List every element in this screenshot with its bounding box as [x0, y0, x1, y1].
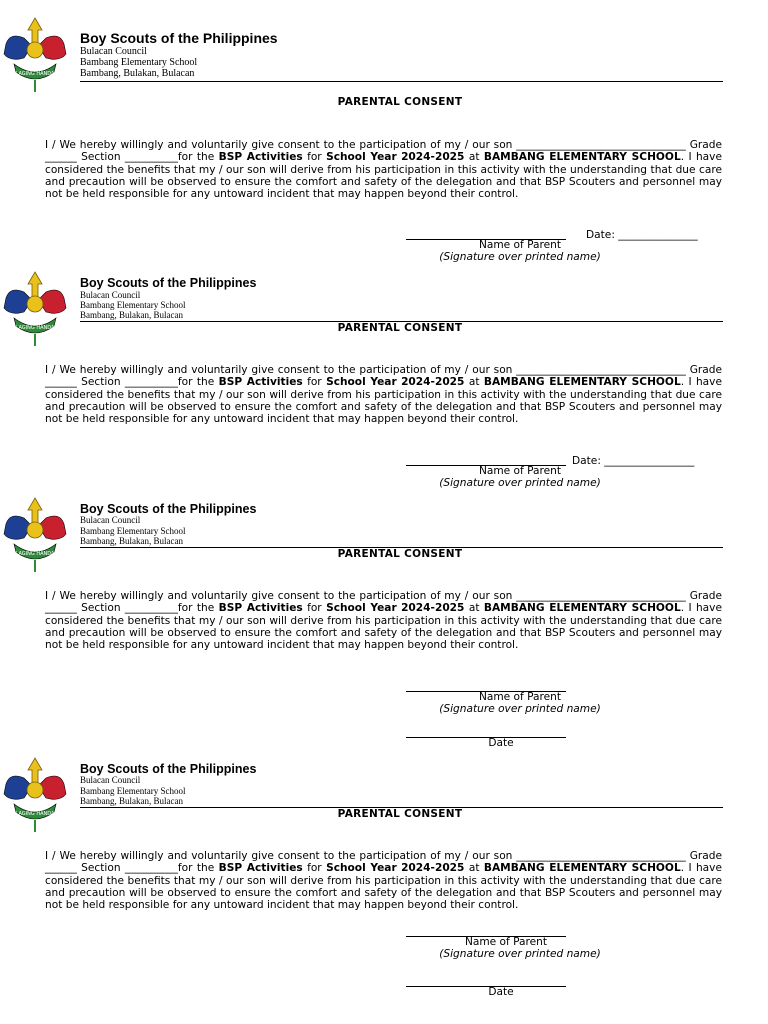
consent-body: I / We hereby willingly and voluntarily give consent to the participation of my / our son ________________________________ Grade ______ Section __________for the BSP Activities for School Year 2024-2025 at BAMBANG ELEMENTARY SCHOOL. I have considered the benefits that my / our son will derive from his participation in this activity with the understanding that due care and precaution will be observed to ensure the comfort and safety of the delegation and that BSP Scouters and personnel may not be held responsible for any untoward incident that may happen beyond their control.: [45, 364, 722, 426]
logo-motto: LAGING HANDA: [15, 811, 55, 817]
name-of-parent-label: Name of Parent: [478, 239, 562, 251]
name-of-parent-label: Name of Parent: [478, 691, 562, 703]
bsp-logo-icon: [0, 494, 70, 574]
org-title: Boy Scouts of the Philippines: [80, 276, 257, 290]
consent-body: I / We hereby willingly and voluntarily give consent to the participation of my / our son ________________________________ Grade ______ Section __________for the BSP Activities for School Year 2024-2025 at BAMBANG ELEMENTARY SCHOOL. I have considered the benefits that my / our son will derive from his participation in this activity with the understanding that due care and precaution will be observed to ensure the comfort and safety of the delegation and that BSP Scouters and personnel may not be held responsible for any untoward incident that may happen beyond their control.: [45, 590, 722, 652]
council-line: Bulacan Council: [80, 46, 147, 57]
school-line: Bambang Elementary School: [80, 786, 186, 796]
name-of-parent-label: Name of Parent: [478, 465, 562, 477]
header-rule: [80, 81, 723, 82]
signature-note: (Signature over printed name): [439, 948, 601, 960]
council-line: Bulacan Council: [80, 775, 141, 785]
signature-note: (Signature over printed name): [439, 477, 601, 489]
address-line: Bambang, Bulakan, Bulacan: [80, 68, 195, 79]
date-label: Date: [488, 737, 514, 749]
logo-motto: LAGING HANDA: [15, 71, 55, 77]
org-title: Boy Scouts of the Philippines: [80, 502, 257, 516]
bsp-logo-icon: [0, 268, 70, 348]
consent-title: PARENTAL CONSENT: [337, 96, 463, 108]
school-line: Bambang Elementary School: [80, 300, 186, 310]
date-label: Date: [488, 986, 514, 998]
bsp-logo-icon: [0, 754, 70, 834]
address-line: Bambang, Bulakan, Bulacan: [80, 796, 183, 806]
consent-body: I / We hereby willingly and voluntarily give consent to the participation of my / our son ________________________________ Grade ______ Section __________for the BSP Activities for School Year 2024-2025 at BAMBANG ELEMENTARY SCHOOL. I have considered the benefits that my / our son will derive from his participation in this activity with the understanding that due care and precaution will be observed to ensure the comfort and safety of the delegation and that BSP Scouters and personnel may not be held responsible for any untoward incident that may happen beyond their control.: [45, 850, 722, 912]
consent-title: PARENTAL CONSENT: [337, 548, 463, 560]
date-label: Date: _________________: [572, 455, 695, 467]
signature-note: (Signature over printed name): [439, 251, 601, 263]
council-line: Bulacan Council: [80, 515, 141, 525]
org-title: Boy Scouts of the Philippines: [80, 30, 278, 46]
school-line: Bambang Elementary School: [80, 526, 186, 536]
logo-motto: LAGING HANDA: [15, 325, 55, 331]
bsp-logo-icon: [0, 14, 70, 94]
consent-title: PARENTAL CONSENT: [337, 322, 463, 334]
council-line: Bulacan Council: [80, 290, 141, 300]
date-label: Date: _______________: [586, 229, 698, 241]
address-line: Bambang, Bulakan, Bulacan: [80, 536, 183, 546]
signature-note: (Signature over printed name): [439, 703, 601, 715]
address-line: Bambang, Bulakan, Bulacan: [80, 310, 183, 320]
school-line: Bambang Elementary School: [80, 57, 198, 68]
org-title: Boy Scouts of the Philippines: [80, 762, 257, 776]
name-of-parent-label: Name of Parent: [464, 936, 548, 948]
consent-title: PARENTAL CONSENT: [337, 808, 463, 820]
logo-motto: LAGING HANDA: [15, 551, 55, 557]
consent-body: I / We hereby willingly and voluntarily give consent to the participation of my / our son ________________________________ Grade ______ Section __________for the BSP Activities for School Year 2024-2025 at BAMBANG ELEMENTARY SCHOOL. I have considered the benefits that my / our son will derive from his participation in this activity with the understanding that due care and precaution will be observed to ensure the comfort and safety of the delegation and that BSP Scouters and personnel may not be held responsible for any untoward incident that may happen beyond their control.: [45, 139, 722, 201]
